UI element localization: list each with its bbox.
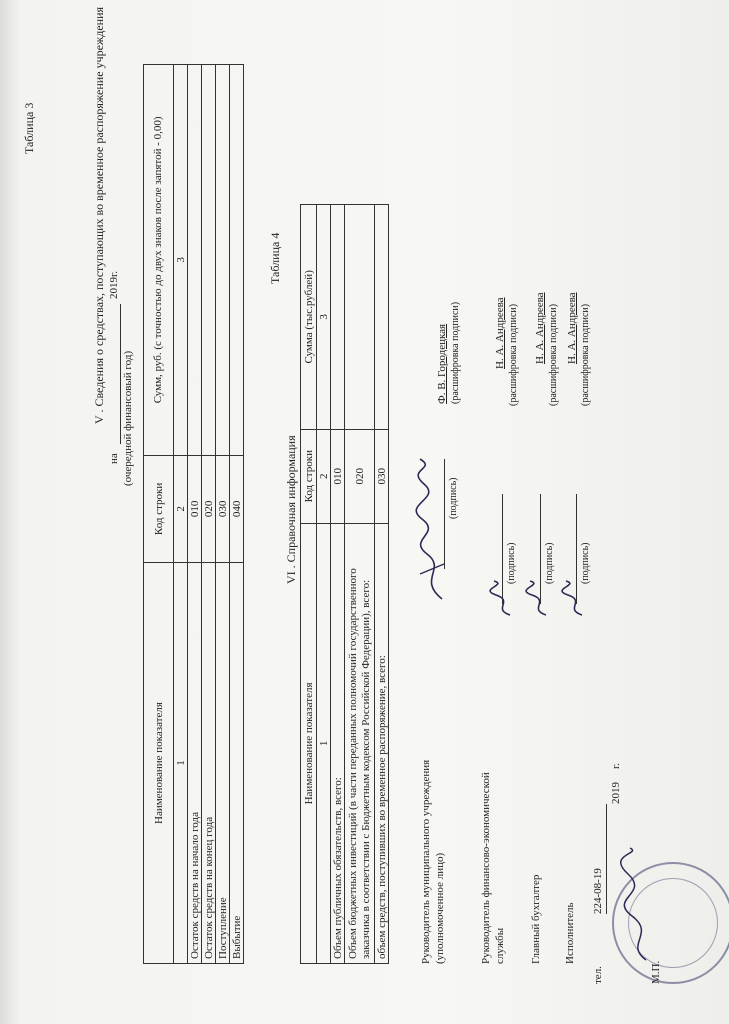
table4-num-col2: 2 — [317, 429, 331, 523]
table4-row2-name: Объем бюджетных инвестиций (в части переданных полномочий государственного заказчика в соответствии с Бюджетным кодексом Российской Федерации), всего: — [345, 523, 375, 963]
table4-header-name: Наименование показателя — [301, 523, 317, 963]
table4-header-row — [301, 205, 317, 964]
table3-row4-name: Выбытие — [230, 563, 244, 964]
table-row — [375, 205, 389, 964]
table4-row1-code: 010 — [331, 429, 345, 523]
date-line — [606, 804, 607, 914]
table4-numbers-row — [317, 205, 331, 964]
accountant-name: Н. А. Андреева — [534, 292, 546, 364]
executor-signature-caption: (подпись) — [580, 542, 591, 584]
table3-row3-name: Поступление — [216, 563, 230, 964]
table3-row3-value — [216, 65, 230, 456]
table3-number: Таблица 3 — [22, 102, 36, 154]
table3-numbers-row — [174, 65, 188, 964]
table-row — [230, 65, 244, 964]
section5-title: V . Сведения о средствах, поступающих во временное распоряжение учреждения — [92, 6, 106, 424]
executor-name: Н. А. Андреева — [566, 292, 578, 364]
accountant-handwritten-signature — [524, 579, 554, 619]
table4-num-col1: 1 — [317, 523, 331, 963]
head-decode-caption: (расшифровка подписи) — [450, 301, 461, 404]
mp-label: М.П. — [650, 960, 662, 984]
accountant-decode-caption: (расшифровка подписи) — [548, 303, 559, 406]
head-label-2: (уполномоченное лицо) — [434, 852, 446, 964]
table4-num-col3: 3 — [317, 205, 331, 430]
table3-row1-value — [188, 65, 202, 456]
head-signature-caption: (подпись) — [448, 477, 459, 519]
table3-row3-code: 030 — [216, 455, 230, 562]
table3-row1-code: 010 — [188, 455, 202, 562]
finance-label-1: Руководитель финансово-экономической — [480, 772, 492, 964]
table3-row2-value — [202, 65, 216, 456]
table3-header-name: Наименование показателя — [144, 563, 174, 964]
section5-year-caption: (очередной финансовый год) — [122, 350, 134, 486]
table4-row3-value — [375, 205, 389, 430]
phone-label: тел. — [592, 966, 604, 984]
table3-row4-code: 040 — [230, 455, 244, 562]
table-row — [202, 65, 216, 964]
table-row — [345, 205, 375, 964]
section6-title: VI . Справочная информация — [284, 435, 298, 584]
finance-signature-caption: (подпись) — [506, 542, 517, 584]
head-name: Ф. В. Городецкая — [436, 323, 448, 404]
table-row — [188, 65, 202, 964]
table4-row3-name: объем средств, поступивших во временное распоряжение, всего: — [375, 523, 389, 963]
section5-year: 2019г. — [108, 270, 120, 299]
executor-handwritten-signature — [560, 579, 590, 619]
table3-header-row — [144, 65, 174, 964]
section5-on-prefix: на — [108, 453, 120, 464]
table4-row1-value — [331, 205, 345, 430]
executor-decode-caption: (расшифровка подписи) — [580, 303, 591, 406]
phone-value: 224-08-19 — [592, 868, 604, 914]
section5-date-line — [120, 304, 121, 444]
finance-label-2: службы — [494, 927, 506, 964]
table3-num-col1: 1 — [174, 563, 188, 964]
table-row — [331, 205, 345, 964]
table3 — [143, 64, 244, 964]
table4-header-sum: Сумма (тыс.рублей) — [301, 205, 317, 430]
table3-header-sum: Сумм, руб. (с точностью до двух знаков после запятой - 0,00) — [144, 65, 174, 456]
table3-row2-code: 020 — [202, 455, 216, 562]
date-handwritten-mark — [620, 844, 660, 964]
finance-name: Н. А. Андреева — [494, 297, 506, 369]
finance-decode-caption: (расшифровка подписи) — [508, 303, 519, 406]
table4-row2-value — [345, 205, 375, 430]
table4 — [300, 204, 389, 964]
date-year: 2019 — [610, 782, 622, 804]
accountant-label: Главный бухгалтер — [530, 874, 542, 964]
table3-row2-name: Остаток средств на конец года — [202, 563, 216, 964]
accountant-signature-caption: (подпись) — [544, 542, 555, 584]
finance-handwritten-signature — [488, 579, 518, 619]
table4-row1-name: Объем публичных обязательств, всего: — [331, 523, 345, 963]
head-handwritten-signature — [412, 454, 452, 604]
table3-header-code: Код строки — [144, 455, 174, 562]
date-suffix: г. — [610, 762, 622, 769]
table3-num-col2: 2 — [174, 455, 188, 562]
table3-row1-name: Остаток средств на начало года — [188, 563, 202, 964]
table4-header-code: Код строки — [301, 429, 317, 523]
executor-label: Исполнитель — [564, 902, 576, 964]
table-row — [216, 65, 230, 964]
table4-row2-code: 020 — [345, 429, 375, 523]
table3-num-col3: 3 — [174, 65, 188, 456]
table4-row3-code: 030 — [375, 429, 389, 523]
table4-number: Таблица 4 — [268, 232, 282, 284]
head-label-1: Руководитель муниципального учреждения — [420, 759, 432, 964]
table3-row4-value — [230, 65, 244, 456]
